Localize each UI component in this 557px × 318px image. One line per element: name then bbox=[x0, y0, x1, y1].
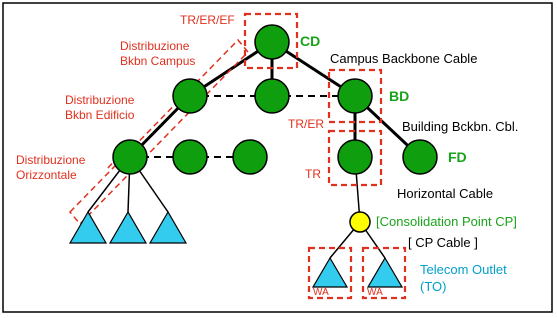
outlet-triangle-2 bbox=[110, 212, 146, 243]
tr-label: TR bbox=[305, 167, 321, 181]
wa-1-label: WA bbox=[313, 287, 329, 298]
telecom-outlet-label-line1: Telecom Outlet bbox=[420, 262, 507, 277]
fd-node-2 bbox=[173, 140, 207, 174]
fd-node-right bbox=[403, 140, 437, 174]
distr-campus-label-line1: Distribuzione bbox=[120, 39, 190, 53]
fd-node-1 bbox=[113, 140, 147, 174]
distr-orizzontale-label-line1: Distribuzione bbox=[16, 153, 86, 167]
fd-node-tr bbox=[338, 140, 372, 174]
telecom-outlet-label-line2: (TO) bbox=[420, 279, 447, 294]
fd-node-3 bbox=[233, 140, 267, 174]
building-backbone-cable-label: Building Bckbn. Cbl. bbox=[402, 119, 519, 134]
cp-cable-label: [ CP Cable ] bbox=[408, 235, 478, 250]
distr-edificio-label-line2: Bkbn Edificio bbox=[65, 108, 135, 122]
bd-node-right bbox=[338, 79, 372, 113]
cd-label: CD bbox=[300, 33, 321, 49]
consolidation-point-node bbox=[350, 212, 370, 232]
cd-node bbox=[255, 25, 289, 59]
fd-label: FD bbox=[448, 149, 467, 165]
outlet-triangle-wa-1 bbox=[313, 258, 347, 287]
bd-node-left bbox=[173, 79, 207, 113]
horizontal-cable-label: Horizontal Cable bbox=[397, 186, 494, 201]
distr-campus-label-line2: Bkbn Campus bbox=[120, 54, 196, 68]
bd-label: BD bbox=[389, 88, 410, 104]
consolidation-point-label: [Consolidation Point CP] bbox=[376, 214, 517, 229]
outlet-triangle-wa-2 bbox=[368, 258, 402, 287]
tr-er-ef-label: TR/ER/EF bbox=[180, 13, 235, 27]
bd-node-center bbox=[255, 79, 289, 113]
outlet-triangle-3 bbox=[150, 212, 186, 243]
distr-edificio-label-line1: Distribuzione bbox=[65, 93, 135, 107]
campus-backbone-cable-label: Campus Backbone Cable bbox=[330, 51, 478, 66]
distr-orizzontale-label-line2: Orizzontale bbox=[16, 168, 77, 182]
tr-er-label: TR/ER bbox=[288, 117, 324, 131]
outlet-triangle-1 bbox=[70, 212, 106, 243]
wa-2-label: WA bbox=[367, 287, 383, 298]
